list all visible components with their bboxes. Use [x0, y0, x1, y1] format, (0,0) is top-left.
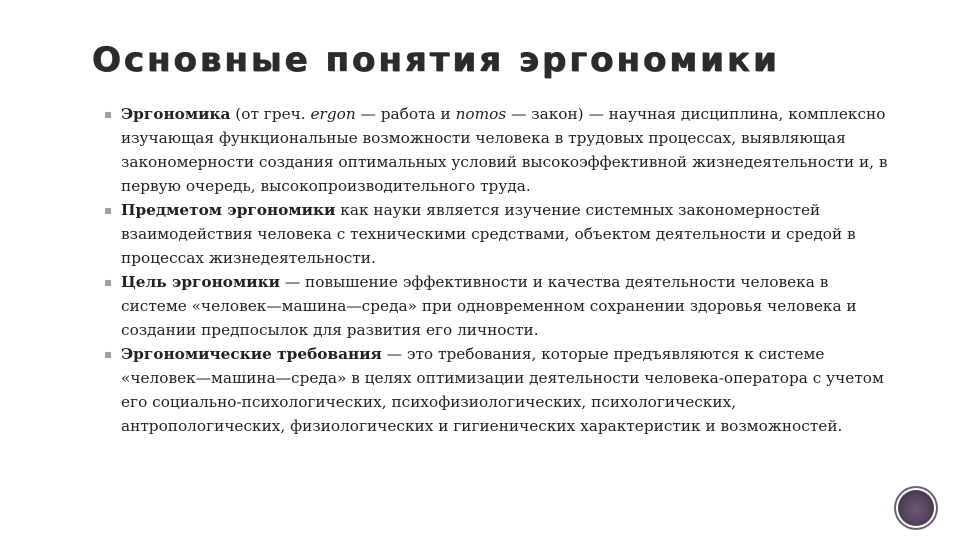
item-text: — повышение эффективности и качества деятельности человека в системе «человек—машина—среда» при одновременном сохранении здоровья человека и создании предпосылок для развития его личности. [121, 273, 857, 339]
term-label: Предметом эргономики [121, 201, 336, 219]
item-text: — это требования, которые предъявляются к системе «человек—машина—среда» в целях оптимизации деятельности человека-оператора с учетом его социально-психологических, психофизиологических, психологических, антропологических, физиологических и гигиенических характеристик и возможностей. [121, 345, 884, 435]
item-text: — закон) — научная дисциплина, комплексно изучающая функциональные возможности человека в трудовых процессах, выявляющая закономерности создания оптимальных условий высокоэффективной жизнедеятельности и, в первую очередь, высокопроизводительного труда. [121, 105, 888, 195]
bullet-item-ergonomics [104, 102, 894, 198]
item-text: как науки является изучение системных закономерностей взаимодействия человека с техническими средствами, объектом деятельности и средой в процессах жизнедеятельности. [121, 201, 856, 267]
term-label: Эргономические требования [121, 345, 382, 363]
greek-word: ergon [310, 105, 356, 123]
slide-title: Основные понятия эргономики [92, 40, 780, 80]
bullet-list [104, 102, 894, 438]
item-text: — работа и [355, 105, 456, 123]
bullet-icon: ▪ [104, 203, 113, 217]
bullet-item-subject [104, 198, 894, 270]
greek-word: nomos [455, 105, 507, 123]
bullet-icon: ▪ [104, 275, 113, 289]
bullet-icon: ▪ [104, 347, 113, 361]
bullet-item-goal [104, 270, 894, 342]
slide-badge-icon [898, 490, 934, 526]
bullet-item-requirements [104, 342, 894, 438]
bullet-icon: ▪ [104, 107, 113, 121]
item-text: (от греч. [230, 105, 311, 123]
term-label: Цель эргономики [121, 273, 281, 291]
term-label: Эргономика [121, 105, 231, 123]
